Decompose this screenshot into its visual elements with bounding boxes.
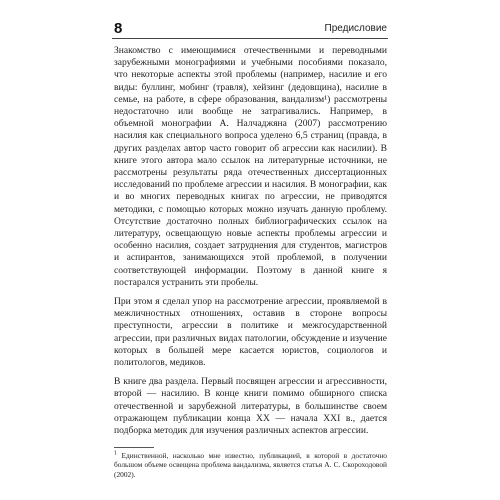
footnote-text: Единственной, насколько мне известно, публикацией, в которой в достаточно большом объеме освещена проблема вандализма, является статья А. С. Скороходовой (2002). xyxy=(114,451,387,479)
header-rule xyxy=(112,38,388,39)
paragraph-2: При этом я сделал упор на рассмотрение агрессии, проявляемой в межличностных отношениях, оставив в стороне вопросы преступности, агрессии в политике и межгосударственной агрессии, при различных видах патологии, обсуждение и изучение которых в большей мере касается юристов, социологов и политологов, медиков. xyxy=(114,296,387,369)
footnote xyxy=(114,451,387,479)
main-text xyxy=(114,45,387,444)
footnote-rule xyxy=(114,447,154,448)
paragraph-3: В книге два раздела. Первый посвящен агрессии и агрессивности, второй — насилию. В конце книги помимо обширного списка отечественной и зарубежной литературы, в большинстве своем отражающем публикации конца XX — начала XXI в., дается подборка методик для изучения различных аспектов агрессии. xyxy=(114,376,387,437)
paragraph-1: Знакомство с имеющимися отечественными и переводными зарубежными монографиями и учебными пособиями показало, что некоторые аспекты этой проблемы (например, насилие и его виды: буллинг, мобинг (травля), хейзинг (дедовщина), насилие в семье, на работе, в сфере образования, вандализм¹) рассмотрены недостаточно или вообще не затрагивались. Например, в объемной монографии А. Налчаджяна (2007) рассмотрению насилия как специального вопроса уделено 6,5 страниц (правда, в других разделах автор часто говорит об агрессии как насилии). В книге этого автора мало ссылок на литературные источники, не рассмотрены результаты ряда отечественных диссертационных исследований по проблеме агрессии и насилия. В монографии, как и во многих переводных книгах по агрессии, не приводятся методики, с помощью которых можно изучать данную проблему. Отсутствие достаточно полных библиографических ссылок на литературу, освещающую новые аспекты проблемы агрессии и особенно насилия, создает затруднения для студентов, магистров и аспирантов, занимающихся этой проблемой, в получении соответствующей информации. Поэтому в данной книге я постарался устранить эти пробелы. xyxy=(114,45,387,288)
page-number: 8 xyxy=(114,20,123,37)
footnote-marker: 1 xyxy=(114,450,117,457)
running-head: Предисловие xyxy=(324,23,387,34)
